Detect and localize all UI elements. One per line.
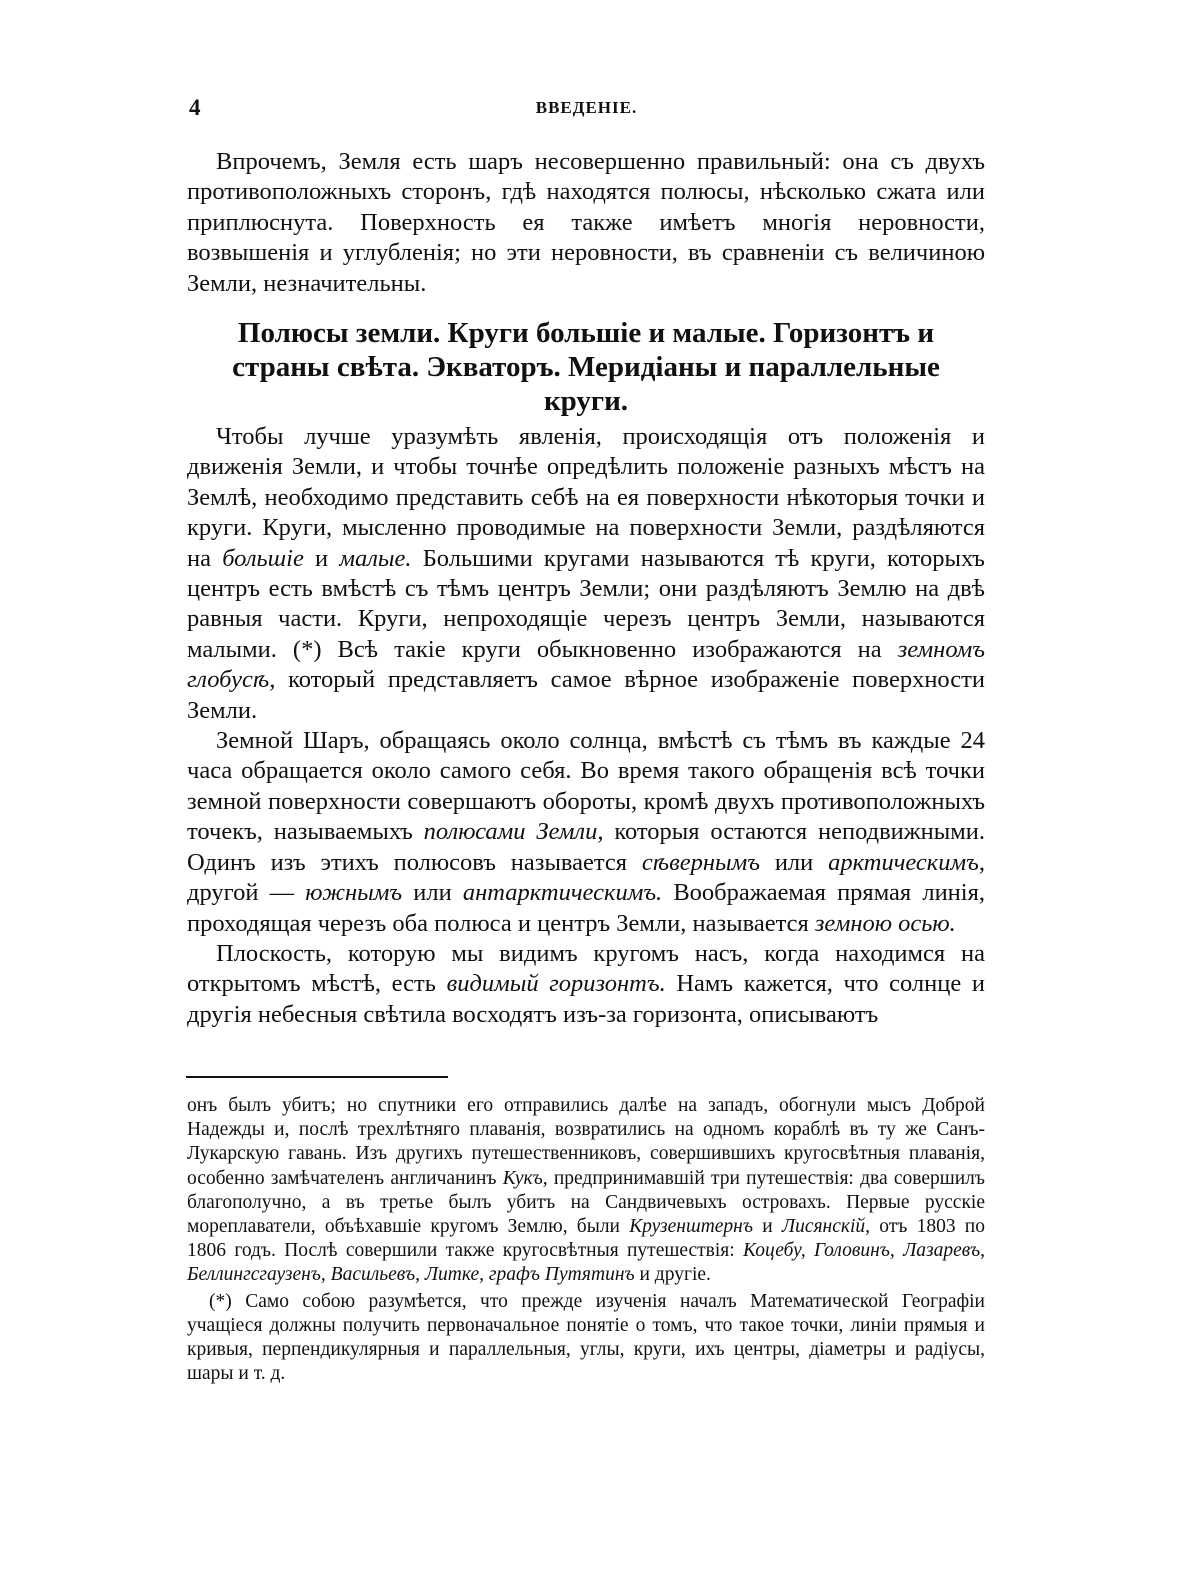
section-heading: Полюсы земли. Круги большiе и малые. Горизонтъ и страны свѣта. Экваторъ. Меридiаны и параллельные круги. [232,317,940,417]
running-title: ВВЕДЕНIЕ. [535,98,638,117]
footnote-star: (*) Само собою разумѣется, что прежде изученiя началъ Математической Географiи учащiеся должны получить первоначальное понятiе о томъ, что такое точки, линiи прямыя и кривыя, перпендикулярныя и параллельныя, углы, круги, ихъ центры, дiаметры и радiусы, шары и т. д. [187,1290,985,1385]
page-number: 4 [189,95,201,120]
footnote-continuation: онъ былъ убитъ; но спутники его отправились далѣе на западъ, обогнули мысъ Доброй Надежды и, послѣ трехлѣтняго плаванiя, возвратились на одномъ кораблѣ въ ту же Санъ-Лукарскую гавань. Изъ другихъ путешественниковъ, совершившихъ кругосвѣтныя плаванiя, особенно замѣчателенъ англичанинъ Кукъ, предпринимавшiй три путешествiя: два совершилъ благополучно, а въ третье былъ убитъ на Сандвичевыхъ островахъ. Первые русскiе мореплаватели, объѣхавшiе кругомъ Землю, были Крузенштернъ и Лисянскiй, отъ 1803 по 1806 годъ. Послѣ совершили также кругосвѣтныя путешествiя: Коцебу, Головинъ, Лазаревъ, Беллингсгаузенъ, Васильевъ, Литке, графъ Путятинъ и другiе. [187,1095,985,1286]
paragraph-poles-and-axis: Земной Шаръ, обращаясь около солнца, вмѣстѣ съ тѣмъ въ каждые 24 часа обращается около самого себя. Во время такого обращенiя всѣ точки земной поверхности совершаютъ обороты, кромѣ двухъ противоположныхъ точекъ, называемыхъ полюсами Земли, которыя остаются неподвижными. Одинъ изъ этихъ полюсовъ называется сѣвернымъ или арктическимъ, другой — южнымъ или антарктическимъ. Воображаемая прямая линiя, проходящая черезъ оба полюса и центръ Земли, называется земною осью. [187,727,985,937]
footnote-divider [186,1076,448,1078]
footnotes [187,1094,985,1386]
main-text-block [187,422,985,1030]
paragraph-horizon: Плоскость, которую мы видимъ кругомъ насъ, когда находимся на открытомъ мѣстѣ, есть видимый горизонтъ. Намъ кажется, что солнце и другiя небесныя свѣтила восходятъ изъ-за горизонта, описываютъ [187,939,985,1028]
intro-paragraph: Впрочемъ, Земля есть шаръ несовершенно правильный: она съ двухъ противоположныхъ сторонъ, гдѣ находятся полюсы, нѣсколько сжата или приплюснута. Поверхность ея также имѣетъ многiя неровности, возвышенiя и углубленiя; но эти неровности, въ сравненiи съ величиною Земли, незначительны. [187,148,985,297]
running-header [189,95,984,125]
paragraph-points-and-circles: Чтобы лучше уразумѣть явленiя, происходящiя отъ положенiя и движенiя Земли, и чтобы точнѣе опредѣлить положенiе разныхъ мѣстъ на Землѣ, необходимо представить себѣ на ея поверхности нѣкоторыя точки и круги. Круги, мысленно проводимые на поверхности Земли, раздѣляются на большiе и малые. Большими кругами называются тѣ круги, которыхъ центръ есть вмѣстѣ съ тѣмъ центръ Земли; они раздѣляютъ Землю на двѣ равныя части. Круги, непроходящiе черезъ центръ Земли, называются малыми. (*) Всѣ такiе круги обыкновенно изображаются на земномъ глобусѣ, который представляетъ самое вѣрное изображенiе поверхности Земли. [187,423,985,724]
intro-paragraph-block [187,147,985,299]
